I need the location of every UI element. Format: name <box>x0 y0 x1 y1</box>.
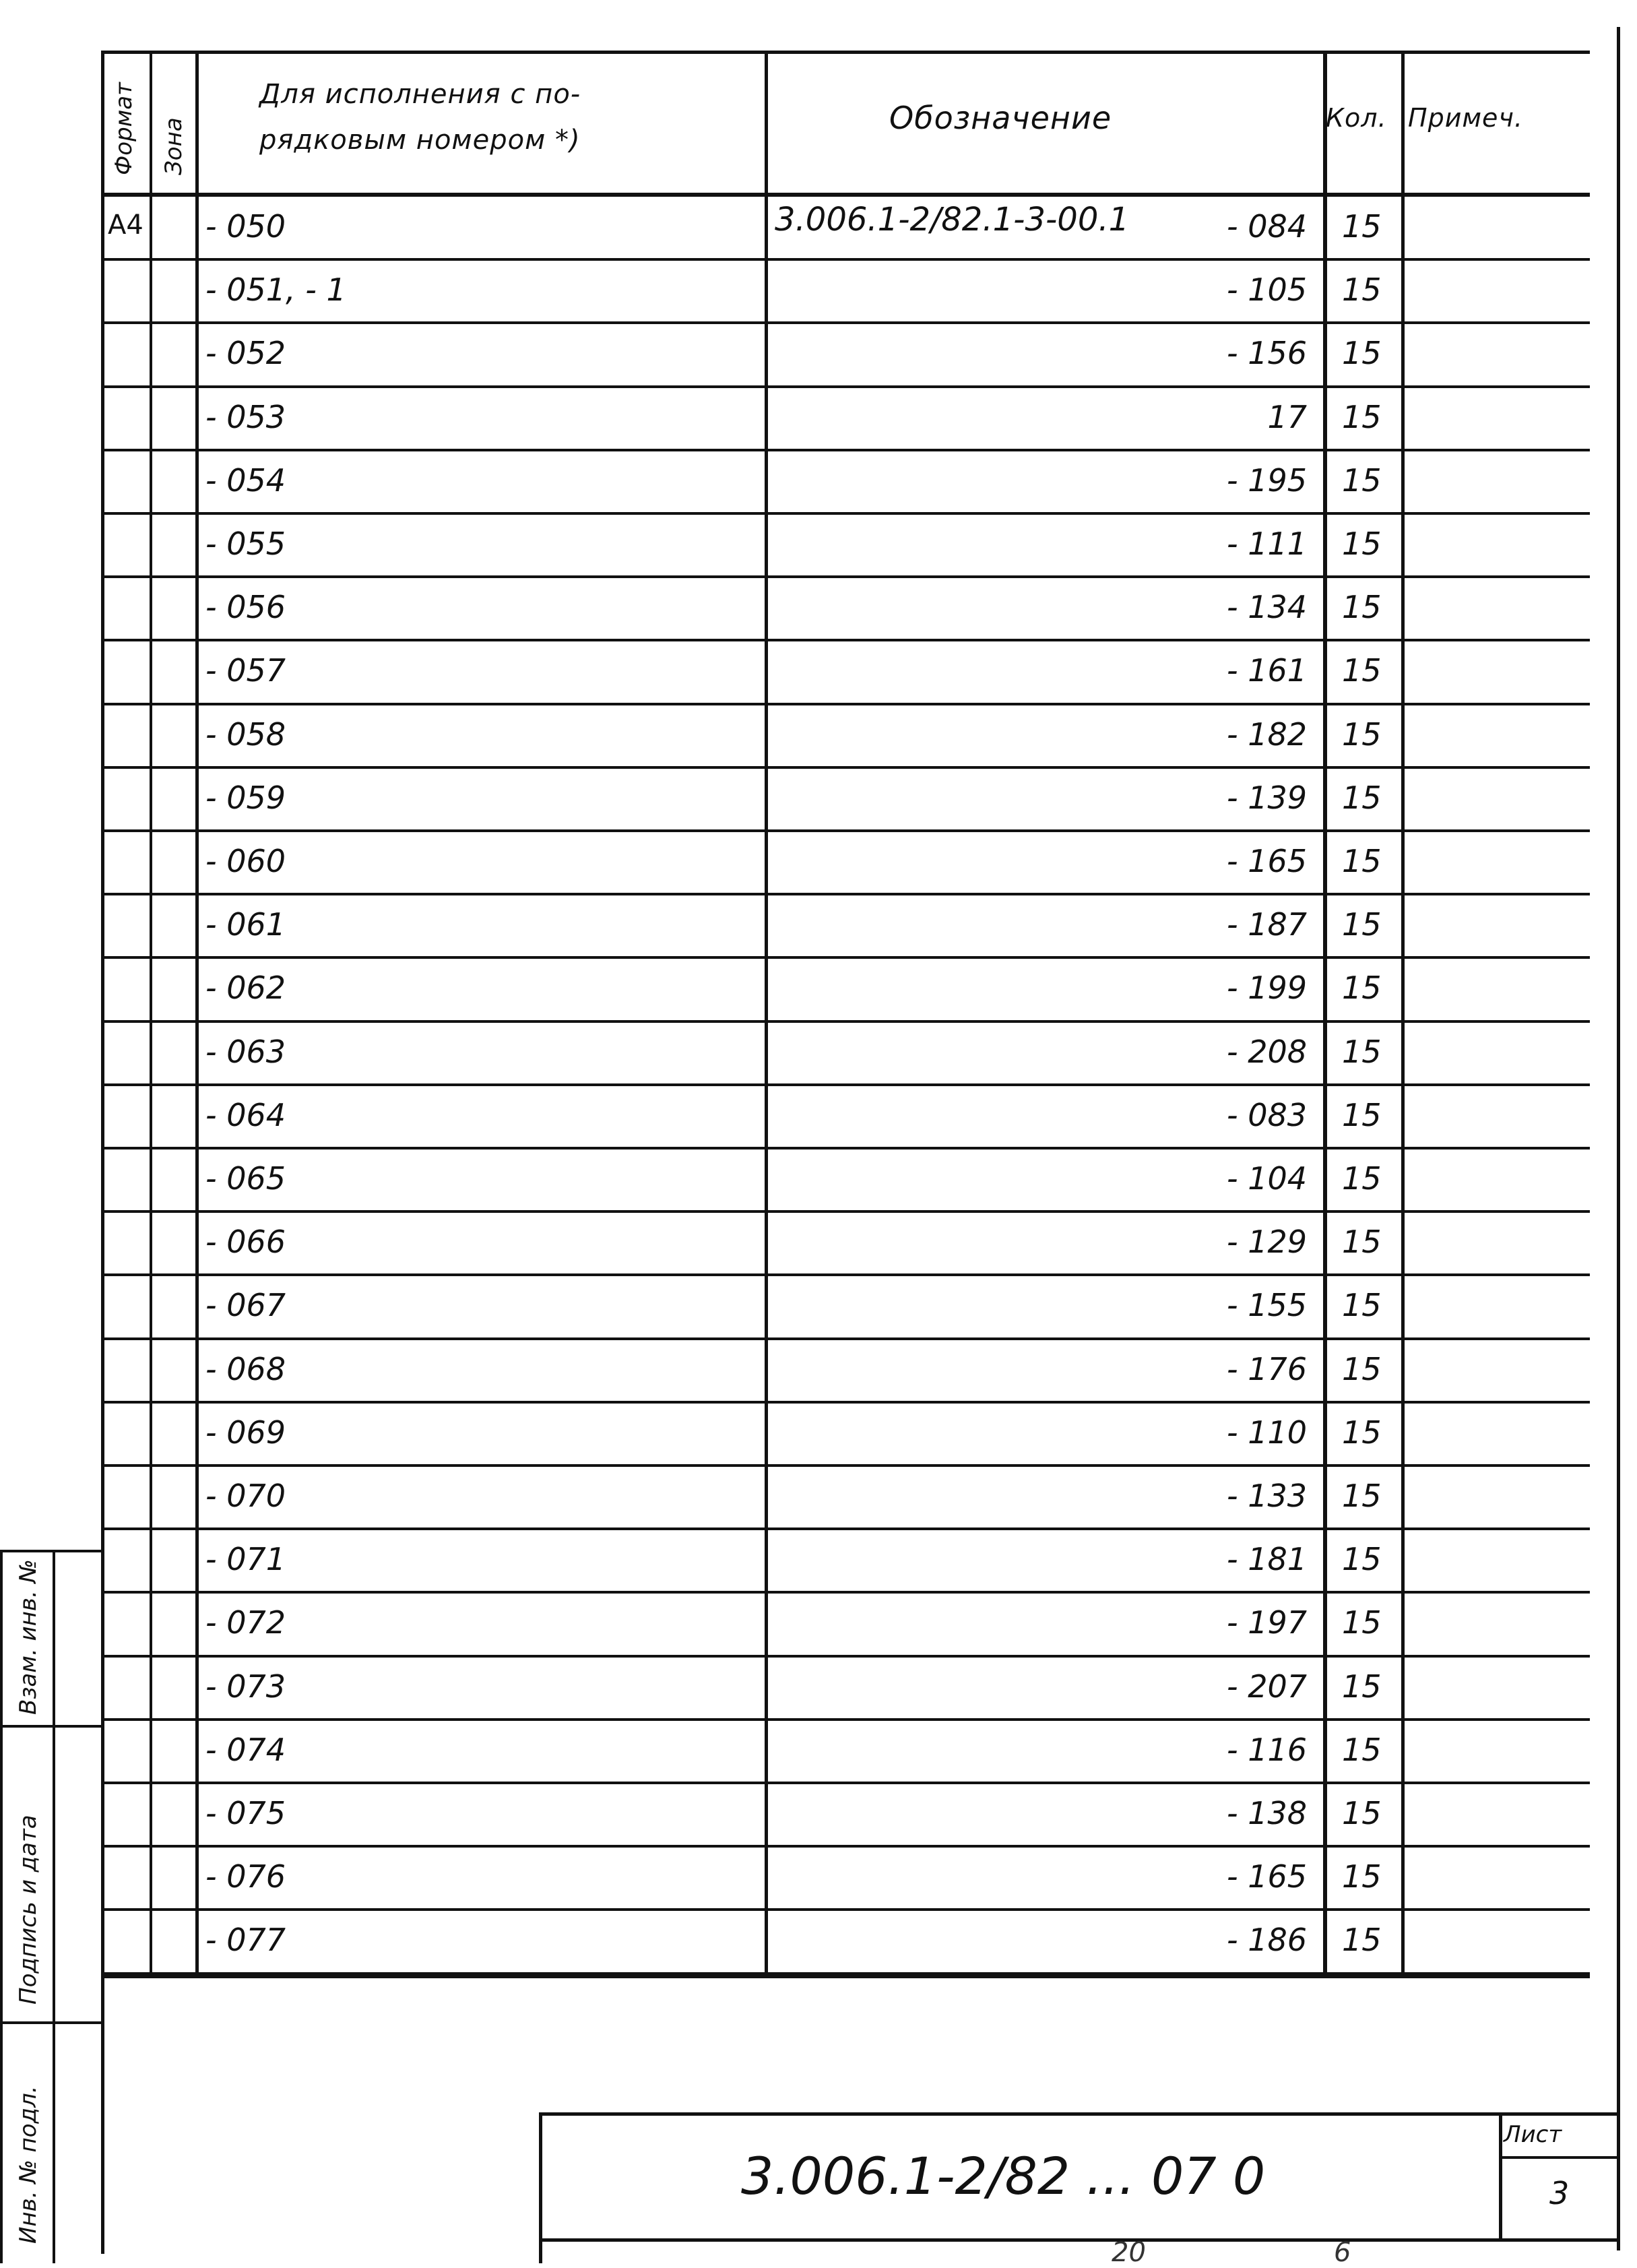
cell-quantity: 15 <box>1342 716 1382 753</box>
row-divider <box>101 1972 1590 1975</box>
cell-designation: - 139 <box>1226 780 1307 816</box>
cell-quantity: 15 <box>1342 652 1382 689</box>
cell-quantity: 15 <box>1342 399 1382 435</box>
cell-designation: - 207 <box>1226 1668 1307 1705</box>
cell-execution: - 064 <box>205 1097 286 1133</box>
row-divider <box>101 1210 1590 1213</box>
row-divider <box>101 893 1590 895</box>
cell-execution: - 059 <box>205 780 286 816</box>
sidebar-div-2 <box>0 2021 104 2024</box>
cell-quantity: 15 <box>1342 589 1382 625</box>
row-divider <box>101 1655 1590 1658</box>
row-divider <box>101 1273 1590 1276</box>
row-divider <box>101 703 1590 705</box>
cell-designation: - 134 <box>1226 589 1307 625</box>
cell-execution: - 069 <box>205 1414 286 1451</box>
row-divider <box>101 575 1590 578</box>
cell-designation: - 197 <box>1226 1604 1307 1641</box>
cell-quantity: 15 <box>1342 1287 1382 1323</box>
col-line-right <box>1617 27 1620 2250</box>
col-line-qty <box>1401 51 1405 1978</box>
cell-quantity: 15 <box>1342 906 1382 943</box>
cell-execution: - 058 <box>205 716 286 753</box>
header-note: Примеч. <box>1408 103 1523 133</box>
cell-designation: - 176 <box>1226 1351 1307 1387</box>
cell-execution: - 075 <box>205 1795 286 1831</box>
header-designation: Обозначение <box>889 100 1112 136</box>
cell-execution: - 062 <box>205 970 286 1006</box>
row-divider <box>101 639 1590 641</box>
cell-quantity: 15 <box>1342 1795 1382 1831</box>
cell-quantity: 15 <box>1342 1922 1382 1958</box>
cell-designation: - 104 <box>1226 1160 1307 1197</box>
cell-designation: - 161 <box>1226 652 1307 689</box>
cell-execution: - 066 <box>205 1224 286 1260</box>
title-block-top <box>539 2112 1620 2116</box>
cell-execution: - 060 <box>205 843 286 879</box>
row-divider <box>101 956 1590 959</box>
cell-execution: - 076 <box>205 1858 286 1895</box>
cell-designation: - 181 <box>1226 1541 1307 1577</box>
row-divider <box>101 1527 1590 1530</box>
header-zone: Зона <box>160 117 187 175</box>
cell-quantity: 15 <box>1342 335 1382 371</box>
row-divider <box>101 1718 1590 1721</box>
cell-quantity: 15 <box>1342 843 1382 879</box>
cell-designation: - 182 <box>1226 716 1307 753</box>
cell-designation: - 208 <box>1226 1034 1307 1070</box>
col-line-left <box>101 51 104 2254</box>
cell-quantity: 15 <box>1342 1097 1382 1133</box>
sidebar-left-border <box>0 1550 3 2263</box>
header-bottom-border <box>101 193 1590 197</box>
cell-execution: - 072 <box>205 1604 286 1641</box>
cell-quantity: 15 <box>1342 526 1382 562</box>
row-divider <box>101 1908 1590 1911</box>
cell-execution: - 054 <box>205 462 286 499</box>
cell-execution: - 073 <box>205 1668 286 1705</box>
row-divider <box>101 512 1590 515</box>
cell-quantity: 15 <box>1342 1478 1382 1514</box>
cell-execution: - 055 <box>205 526 286 562</box>
cell-designation: - 156 <box>1226 335 1307 371</box>
title-block-sheet-divider <box>1499 2112 1502 2240</box>
cell-execution: - 065 <box>205 1160 286 1197</box>
document-code: 3.006.1-2/82 ... 07 0 <box>741 2146 1266 2206</box>
cell-quantity: 15 <box>1342 1668 1382 1705</box>
row-divider <box>101 1337 1590 1340</box>
cell-designation: - 155 <box>1226 1287 1307 1323</box>
row-divider <box>101 385 1590 388</box>
cell-execution: - 050 <box>205 208 286 245</box>
cell-designation: - 199 <box>1226 970 1307 1006</box>
base-designation: 3.006.1-2/82.1-3-00.1 <box>775 201 1130 239</box>
cell-quantity: 15 <box>1342 970 1382 1006</box>
header-format: Формат <box>110 82 137 175</box>
cell-designation: - 165 <box>1226 1858 1307 1895</box>
cell-quantity: 15 <box>1342 780 1382 816</box>
cell-designation: - 195 <box>1226 462 1307 499</box>
cell-execution: - 070 <box>205 1478 286 1514</box>
cell-designation: 17 <box>1267 399 1307 435</box>
cell-quantity: 15 <box>1342 208 1382 245</box>
cell-designation: - 083 <box>1226 1097 1307 1133</box>
row-divider <box>101 1020 1590 1023</box>
cell-designation: - 165 <box>1226 843 1307 879</box>
row-divider <box>101 449 1590 451</box>
row-divider <box>101 258 1590 261</box>
col-line-designation <box>1323 51 1327 1978</box>
row-divider <box>101 829 1590 832</box>
header-execution-line2: рядковым номером *) <box>259 125 581 156</box>
row-divider <box>101 1464 1590 1467</box>
cell-execution: - 071 <box>205 1541 286 1577</box>
cell-quantity: 15 <box>1342 1224 1382 1260</box>
cell-quantity: 15 <box>1342 1034 1382 1070</box>
cell-quantity: 15 <box>1342 1732 1382 1768</box>
row-divider <box>101 1782 1590 1784</box>
sidebar-inner-line <box>53 1550 55 2263</box>
footer-scrap-right: 6 <box>1334 2237 1351 2268</box>
sheet-number: 3 <box>1549 2175 1570 2211</box>
cell-designation: - 133 <box>1226 1478 1307 1514</box>
cell-quantity: 15 <box>1342 272 1382 308</box>
cell-quantity: 15 <box>1342 1858 1382 1895</box>
sidebar-div-1 <box>0 1725 104 1728</box>
row-divider <box>101 766 1590 769</box>
cell-quantity: 15 <box>1342 1604 1382 1641</box>
cell-quantity: 15 <box>1342 462 1382 499</box>
cell-execution: - 053 <box>205 399 286 435</box>
cell-quantity: 15 <box>1342 1351 1382 1387</box>
cell-execution: - 077 <box>205 1922 286 1958</box>
cell-execution: - 051, - 1 <box>205 272 346 308</box>
cell-execution: - 056 <box>205 589 286 625</box>
cell-execution: - 067 <box>205 1287 286 1323</box>
title-block-bottom <box>539 2238 1620 2242</box>
cell-designation: - 129 <box>1226 1224 1307 1260</box>
cell-execution: - 052 <box>205 335 286 371</box>
cell-execution: - 068 <box>205 1351 286 1387</box>
col-line-format <box>150 51 152 1978</box>
sidebar-label-inv-original: Инв. № подл. <box>15 2085 42 2244</box>
row-divider <box>101 1845 1590 1848</box>
cell-execution: - 061 <box>205 906 286 943</box>
sidebar-label-signature-date: Подпись и дата <box>15 1815 42 2005</box>
row-divider <box>101 321 1590 324</box>
cell-execution: - 063 <box>205 1034 286 1070</box>
cell-designation: - 187 <box>1226 906 1307 943</box>
cell-designation: - 138 <box>1226 1795 1307 1831</box>
cell-quantity: 15 <box>1342 1414 1382 1451</box>
cell-execution: - 057 <box>205 652 286 689</box>
cell-designation: - 105 <box>1226 272 1307 308</box>
row-divider <box>101 1147 1590 1149</box>
col-line-exec <box>765 51 768 1978</box>
row-divider <box>101 1083 1590 1086</box>
row-divider <box>101 1591 1590 1594</box>
col-line-zone <box>195 51 199 1978</box>
header-execution-line1: Для исполнения с по- <box>259 79 581 110</box>
cell-quantity: 15 <box>1342 1541 1382 1577</box>
footer-scrap-left: 20 <box>1112 2237 1146 2268</box>
cell-designation: - 116 <box>1226 1732 1307 1768</box>
cell-designation: - 186 <box>1226 1922 1307 1958</box>
cell-designation: - 111 <box>1226 526 1307 562</box>
cell-format: A4 <box>108 210 143 241</box>
sheet-label: Лист <box>1504 2121 1562 2148</box>
title-block-sheet-hline <box>1499 2156 1620 2159</box>
header-qty: Кол. <box>1326 103 1387 133</box>
cell-designation: - 084 <box>1226 208 1307 245</box>
cell-execution: - 074 <box>205 1732 286 1768</box>
sidebar-label-inv-replace: Взам. инв. № <box>15 1559 42 1715</box>
cell-quantity: 15 <box>1342 1160 1382 1197</box>
cell-designation: - 110 <box>1226 1414 1307 1451</box>
row-divider <box>101 1401 1590 1404</box>
table-top-border <box>101 51 1590 54</box>
